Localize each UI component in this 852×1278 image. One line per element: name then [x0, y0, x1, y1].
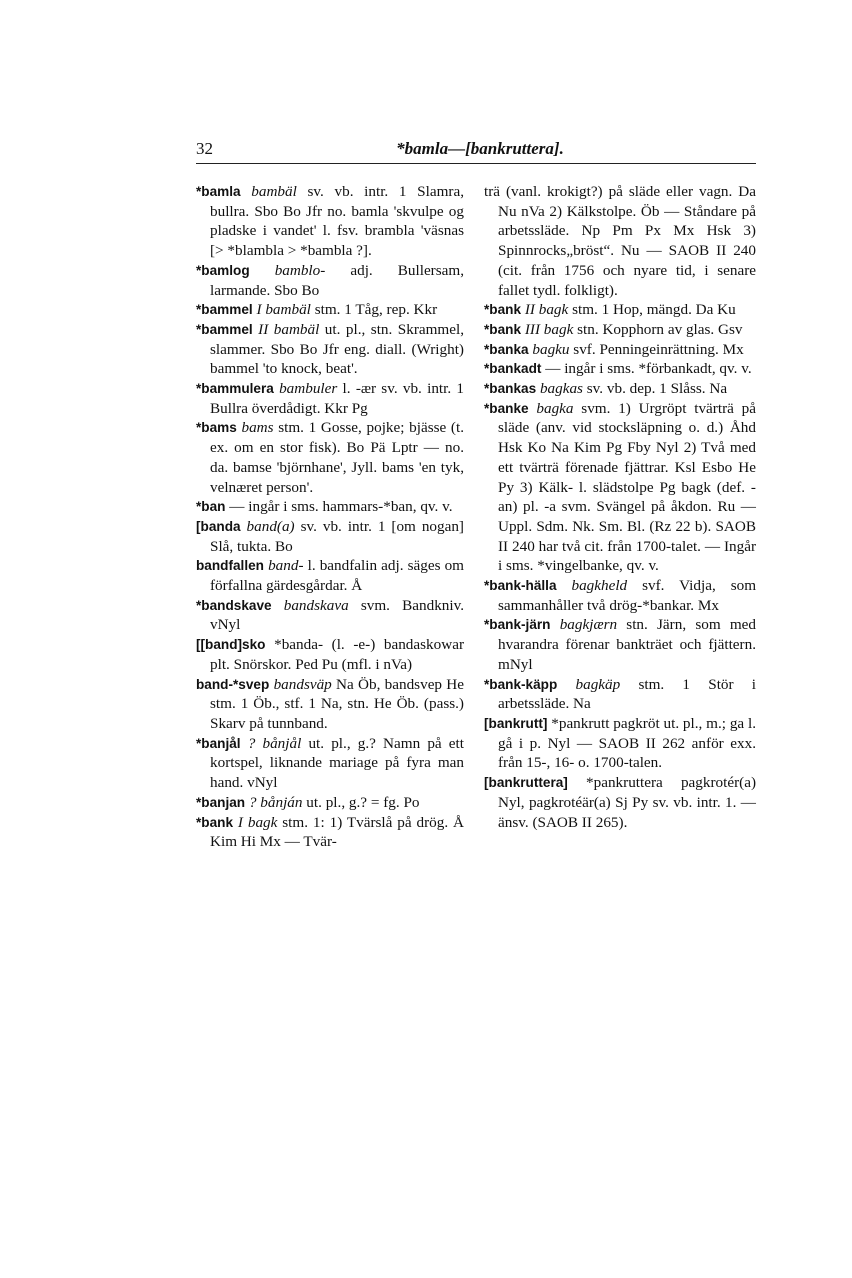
- entry-definition: svm. Bandkniv. vNyl: [210, 596, 465, 634]
- page-header: [196, 138, 764, 164]
- entry-pronunciation: bagkas: [539, 380, 583, 398]
- entry-headword: band-*svep: [196, 676, 270, 692]
- entry-definition: trä (vanl. krokigt?) på släde eller vagn. Da Nu nVa 2) Kälkstolpe. Öb — Ståndare på arbetssläde. Np Pm Px Mx Hsk 3) Spinnrocks„bröst“. Nu — SAOB II 240 (cit. från 1756 och nyare tid, i senare fallet tydl. folkligt).: [484, 183, 756, 299]
- entry-definition: stn. Järn, som med hvarandra förenar bankträet och fjättern. mNyl: [498, 616, 757, 673]
- dictionary-entry: [196, 379, 464, 418]
- entry-pronunciation: ? bånjål: [247, 734, 302, 752]
- entry-definition: *pankrutt pagkröt ut. pl., m.; ga l. gå i p. Nyl — SAOB II 262 anför exx. från 15-, 16- o. 1700-talen.: [498, 714, 756, 772]
- entry-headword: bandfallen: [196, 558, 264, 574]
- dictionary-entry: [484, 379, 756, 399]
- entry-definition: svf. Vidja, som sammanhåller två drög-*bankar. Mx: [498, 577, 757, 614]
- entry-headword: *bammel: [196, 321, 253, 337]
- entry-pronunciation: I bagk: [237, 813, 278, 831]
- entry-definition: adj. Bullersam, larmande. Sbo Bo: [210, 261, 465, 299]
- entry-pronunciation: band(a): [246, 517, 295, 535]
- entry-headword: *bammulera: [196, 381, 274, 397]
- entry-pronunciation: band-: [268, 557, 304, 575]
- entry-pronunciation: bamblo-: [274, 261, 326, 279]
- entry-pronunciation: bagku: [532, 340, 570, 358]
- entry-headword: *bank: [196, 814, 234, 830]
- entry-pronunciation: bagkjærn: [559, 616, 618, 634]
- entry-definition: sv. vb. dep. 1 Slåss. Na: [582, 380, 728, 398]
- entry-pronunciation: bambäl: [251, 183, 297, 200]
- dictionary-entry: [484, 576, 756, 615]
- dictionary-entry: [196, 497, 464, 517]
- entry-definition: ut. pl., g.? = fg. Po: [302, 793, 420, 811]
- entry-headword: *bank-käpp: [484, 676, 558, 692]
- entry-definition: l. bandfalin adj. säges om förfallna gärdesgårdar. Å: [210, 557, 464, 595]
- dictionary-entry: [196, 261, 464, 300]
- entry-headword: *bamlog: [196, 262, 250, 278]
- entry-headword: *bankas: [484, 381, 537, 397]
- header-rule: [196, 163, 756, 164]
- running-head: *bamla—[bankruttera].: [396, 139, 564, 158]
- entry-definition: svf. Penningeinrättning. Mx: [569, 340, 744, 358]
- entry-definition: sv. vb. intr. 1 [om nogan] Slå, tukta. Bo: [210, 517, 464, 555]
- dictionary-entry: [196, 182, 464, 261]
- dictionary-entry: [484, 182, 756, 300]
- entry-pronunciation: bambuler: [279, 380, 338, 398]
- dictionary-entry: [484, 714, 756, 773]
- entry-pronunciation: III bagk: [524, 320, 574, 338]
- dictionary-entry: [196, 596, 464, 635]
- dictionary-entry: [196, 517, 464, 556]
- entry-headword: *banka: [484, 341, 529, 357]
- entry-headword: *bams: [196, 420, 237, 436]
- entry-definition: sv. vb. intr. 1 Slamra, bullra. Sbo Bo Jfr no. bamla 'skvulpe og pladske i vandet' l. fsv. brambla 'väsnas [> *blambla > *bambla ?].: [210, 183, 464, 260]
- entry-headword: *banjan: [196, 794, 246, 810]
- entry-pronunciation: I bambäl: [256, 301, 311, 319]
- dictionary-entry: [484, 340, 756, 360]
- entry-definition: stm. 1: 1) Tvärslå på drög. Å Kim Hi Mx — Tvär-: [210, 813, 464, 851]
- dictionary-entry: [196, 320, 464, 379]
- entry-definition: *pankruttera pagkrotér(a) Nyl, pagkrotéär(a) Sj Py sv. vb. intr. 1. — änsv. (SAOB II 265).: [498, 774, 756, 831]
- entry-definition: stn. Kopphorn av glas. Gsv: [573, 320, 743, 338]
- right-column: [484, 182, 756, 832]
- entry-definition: ut. pl., g.? Namn på ett kortspel, liknande mariage på fyra man hand. vNyl: [210, 734, 464, 792]
- dictionary-entry: [196, 300, 464, 320]
- entry-definition: *banda- (l. -e-) bandaskowar plt. Snörskor. Ped Pu (mfl. i nVa): [210, 636, 464, 673]
- dictionary-entry: [484, 320, 756, 340]
- dictionary-entry: [484, 773, 756, 832]
- entry-definition: stm. 1 Hop, mängd. Da Ku: [568, 301, 736, 319]
- entry-headword: *banke: [484, 400, 529, 416]
- entry-headword: *bandskave: [196, 597, 272, 613]
- left-column: [196, 182, 464, 852]
- entry-pronunciation: bagka: [536, 399, 574, 417]
- entry-pronunciation: ? bånján: [248, 793, 303, 811]
- entry-pronunciation: II bambäl: [258, 320, 320, 338]
- dictionary-entry: [196, 556, 464, 595]
- entry-headword: *ban: [196, 499, 226, 515]
- entry-definition: stm. 1 Stör i arbetssläde. Na: [498, 675, 757, 713]
- entry-headword: [banda: [196, 518, 241, 534]
- entry-headword: *bankadt: [484, 361, 542, 377]
- dictionary-entry: [484, 675, 756, 714]
- entry-headword: *bank-hälla: [484, 578, 557, 594]
- dictionary-entry: [196, 635, 464, 674]
- dictionary-entry: [196, 418, 464, 497]
- dictionary-entry: [196, 793, 464, 813]
- dictionary-entry: [484, 359, 756, 379]
- entry-definition: stm. 1 Gosse, pojke; bjässe (t. ex. om en stor fisk). Bo Pä Lptr — no. da. bamse 'björnhane', Jyll. bams 'en tyk, velnæret person'.: [210, 419, 464, 496]
- entry-headword: [[band]sko: [196, 637, 266, 653]
- entry-definition: ut. pl., stn. Skrammel, slammer. Sbo Bo Jfr eng. diall. (Wright) bammel 'to knock, beat'.: [210, 320, 465, 378]
- entry-pronunciation: bagkheld: [571, 577, 628, 595]
- entry-pronunciation: bagkäp: [575, 675, 621, 693]
- entry-headword: [bankruttera]: [484, 775, 568, 791]
- dictionary-entry: [196, 734, 464, 793]
- entry-pronunciation: bams: [241, 419, 274, 437]
- entry-definition: Na Öb, bandsvep He stm. 1 Öb., stf. 1 Na, stn. He Öb. (pass.) Skarv på tunnband.: [210, 675, 465, 732]
- dictionary-entry: [484, 399, 756, 576]
- entry-headword: *bammel: [196, 302, 253, 318]
- entry-definition: — ingår i sms. hammars-*ban, qv. v.: [225, 498, 453, 516]
- entry-headword: *bank-järn: [484, 617, 551, 633]
- page-number: 32: [196, 139, 213, 158]
- entry-definition: svm. 1) Urgröpt tvärträ på släde (anv. vid stocksläpning o. d.) Åhd Hsk Ko Na Kim Pg Fby Nyl 2) Två med ett tvärträ förenade fjättrar. Ksl Esbo He Py 3) Kälk- l. slädstolpe Pg bagk (def. -an) pl. -a svm. Svängel på åkdon. Ru — Uppl. Sdm. Nk. Sm. Bl. (Rz 22 b). SAOB II 240 har två cit. från 1700-talet. — Ingår i sms. *vingelbanke, qv. v.: [498, 399, 756, 575]
- entry-definition: stm. 1 Tåg, rep. Kkr: [310, 301, 438, 319]
- entry-pronunciation: bandsväp: [273, 675, 332, 693]
- entry-headword: *banjål: [196, 735, 241, 751]
- entry-definition: l. -ær sv. vb. intr. 1 Bullra överdådigt. Kkr Pg: [210, 380, 464, 417]
- entry-headword: *bank: [484, 321, 522, 337]
- entry-headword: *bank: [484, 302, 522, 318]
- entry-pronunciation: II bagk: [524, 301, 569, 319]
- dictionary-entry: [484, 300, 756, 320]
- entry-headword: [bankrutt]: [484, 715, 548, 731]
- entry-definition: — ingår i sms. *förbankadt, qv. v.: [541, 360, 752, 378]
- dictionary-entry: [484, 615, 756, 674]
- entry-pronunciation: bandskava: [283, 596, 349, 614]
- dictionary-entry: [196, 675, 464, 734]
- entry-headword: *bamla: [196, 184, 241, 199]
- dictionary-entry: [196, 813, 464, 852]
